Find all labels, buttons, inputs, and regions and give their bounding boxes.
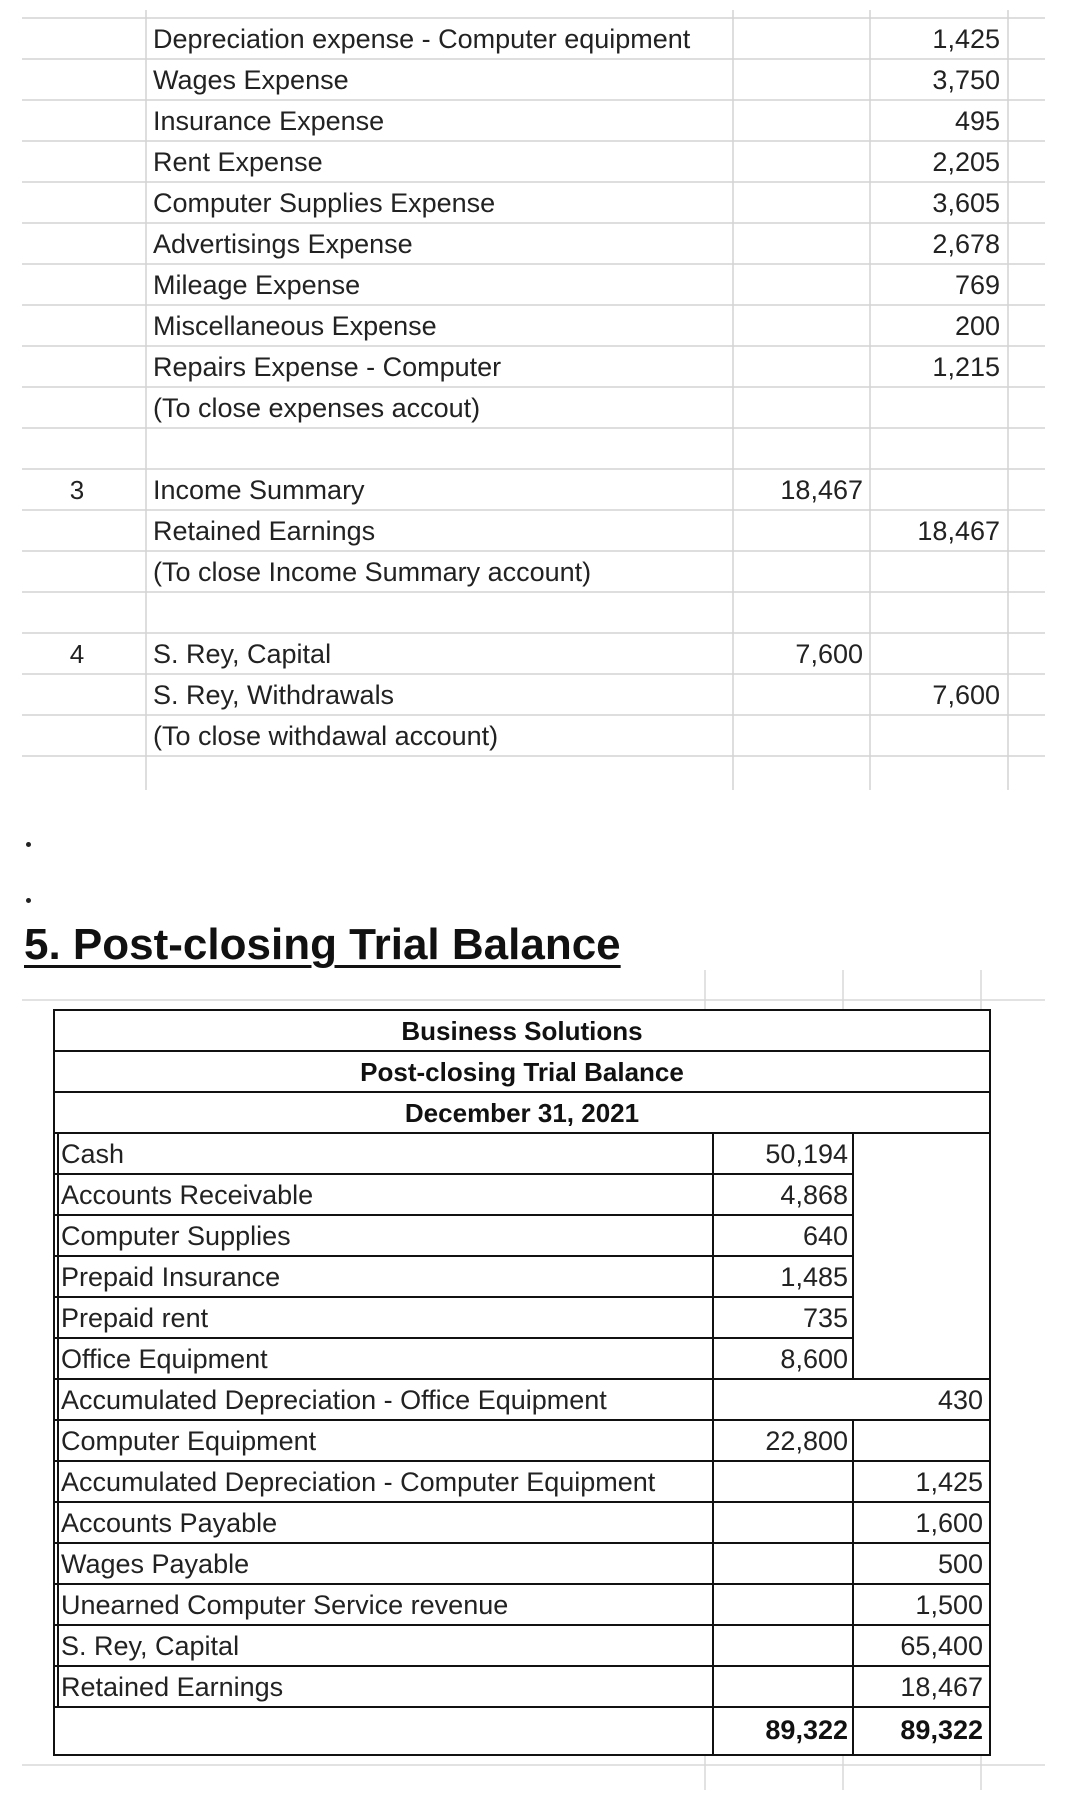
credit-amount: 18,467 xyxy=(900,1672,983,1702)
entry-number: 4 xyxy=(69,639,85,669)
credit-amount: 500 xyxy=(937,1549,983,1579)
account-name: Accounts Receivable xyxy=(61,1180,314,1210)
debit-amount: 735 xyxy=(802,1303,848,1333)
account-name: Accounts Payable xyxy=(61,1508,278,1538)
debit-amount: 4,868 xyxy=(780,1180,848,1210)
expense-account: Insurance Expense xyxy=(153,106,385,136)
account-name: Prepaid rent xyxy=(61,1303,209,1333)
trial-balance-table xyxy=(53,1009,991,1756)
credit-amount: 2,678 xyxy=(932,229,1000,259)
account-name: S. Rey, Capital xyxy=(61,1631,240,1661)
debit-amount: 1,485 xyxy=(780,1262,848,1292)
expense-account: Advertisings Expense xyxy=(153,229,413,259)
credit-account: Retained Earnings xyxy=(153,516,376,546)
expense-account: Repairs Expense - Computer xyxy=(153,352,502,382)
account-name: Accumulated Depreciation - Office Equipment xyxy=(61,1385,607,1415)
account-name: Computer Equipment xyxy=(61,1426,317,1456)
credit-amount: 1,600 xyxy=(915,1508,983,1538)
account-name: Unearned Computer Service revenue xyxy=(61,1590,509,1620)
credit-amount: 769 xyxy=(954,270,1000,300)
expense-account: Computer Supplies Expense xyxy=(153,188,496,218)
company-name: Business Solutions xyxy=(401,1016,643,1046)
debit-amount: 7,600 xyxy=(795,639,863,669)
expense-account: Wages Expense xyxy=(153,65,349,95)
credit-amount: 430 xyxy=(937,1385,983,1415)
expense-account: Rent Expense xyxy=(153,147,323,177)
account-name: Prepaid Insurance xyxy=(61,1262,281,1292)
account-name: Wages Payable xyxy=(61,1549,250,1579)
entry-explanation: (To close withdawal account) xyxy=(153,721,499,751)
expense-account: Miscellaneous Expense xyxy=(153,311,437,341)
credit-amount: 1,425 xyxy=(932,24,1000,54)
bullet-dot xyxy=(26,898,31,903)
debit-amount: 640 xyxy=(802,1221,848,1251)
account-name: Accumulated Depreciation - Computer Equipment xyxy=(61,1467,656,1497)
entry-explanation: (To close expenses accout) xyxy=(153,393,481,423)
entry-explanation: (To close Income Summary account) xyxy=(153,557,592,587)
account-name: Retained Earnings xyxy=(61,1672,284,1702)
debit-amount: 18,467 xyxy=(780,475,863,505)
expense-account: Mileage Expense xyxy=(153,270,361,300)
debit-amount: 8,600 xyxy=(780,1344,848,1374)
entry-number: 3 xyxy=(69,475,85,505)
statement-title: Post-closing Trial Balance xyxy=(360,1057,684,1087)
debit-account: S. Rey, Capital xyxy=(153,639,332,669)
credit-amount: 3,605 xyxy=(932,188,1000,218)
statement-date: December 31, 2021 xyxy=(404,1098,640,1128)
total-credit: 89,322 xyxy=(900,1715,983,1745)
credit-account: S. Rey, Withdrawals xyxy=(153,680,395,710)
credit-amount: 3,750 xyxy=(932,65,1000,95)
credit-amount: 200 xyxy=(954,311,1000,341)
credit-amount: 65,400 xyxy=(900,1631,983,1661)
credit-amount: 18,467 xyxy=(917,516,1000,546)
account-name: Office Equipment xyxy=(61,1344,268,1374)
credit-amount: 1,500 xyxy=(915,1590,983,1620)
credit-amount: 1,425 xyxy=(915,1467,983,1497)
credit-amount: 495 xyxy=(954,106,1000,136)
section-heading: 5. Post-closing Trial Balance xyxy=(24,920,621,969)
debit-account: Income Summary xyxy=(153,475,365,505)
debit-amount: 22,800 xyxy=(765,1426,848,1456)
credit-amount: 1,215 xyxy=(932,352,1000,382)
credit-amount: 7,600 xyxy=(932,680,1000,710)
expense-account: Depreciation expense - Computer equipment xyxy=(153,24,691,54)
account-name: Computer Supplies xyxy=(61,1221,291,1251)
credit-amount: 2,205 xyxy=(932,147,1000,177)
debit-amount: 50,194 xyxy=(765,1139,848,1169)
account-name: Cash xyxy=(61,1139,125,1169)
total-debit: 89,322 xyxy=(765,1715,848,1745)
bullet-dot xyxy=(26,842,31,847)
